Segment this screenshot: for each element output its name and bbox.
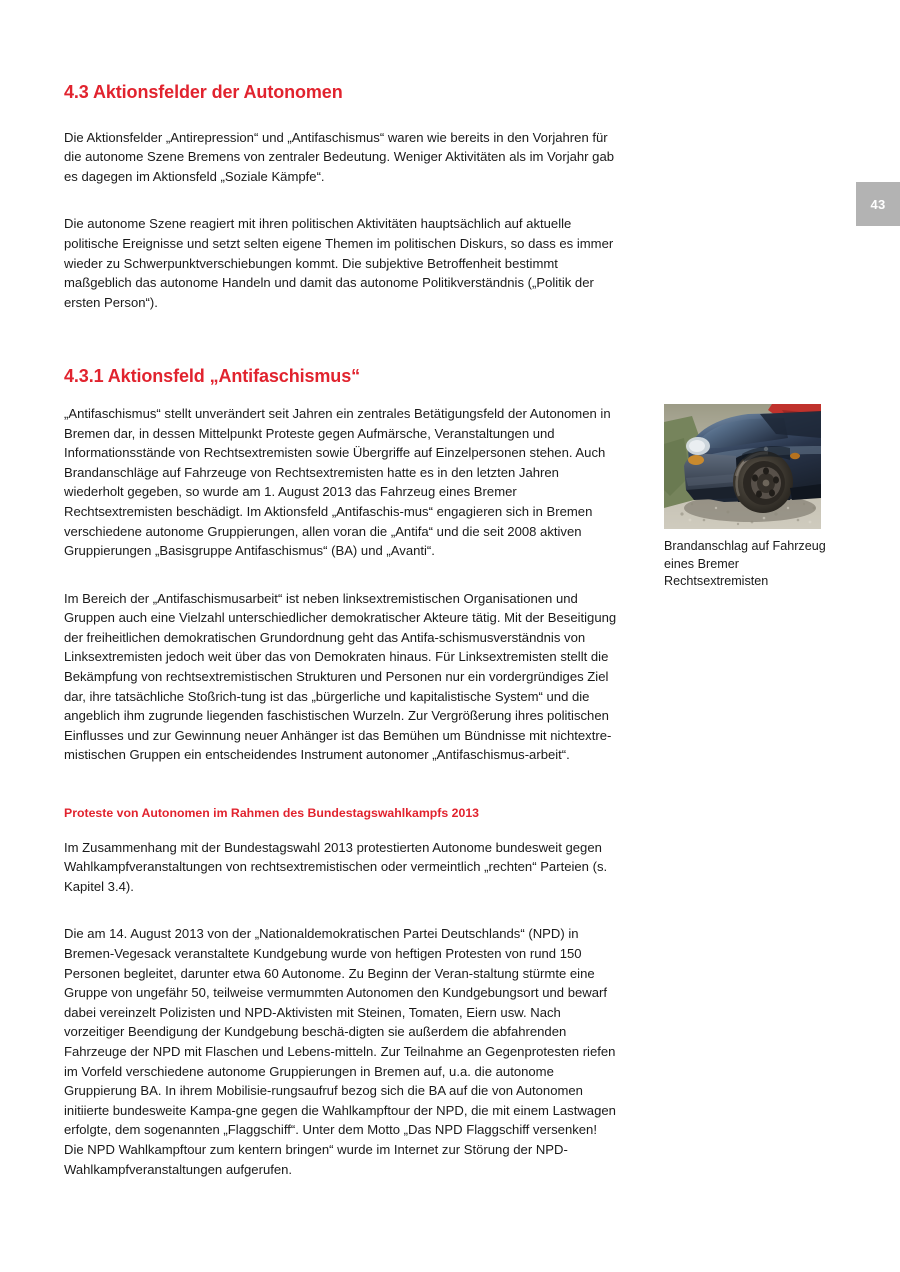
- photo-damaged-car: [664, 404, 821, 529]
- campaign-paragraph-1: Im Zusammenhang mit der Bundestagswahl 2013 protestierten Autonome bundesweit gegen Wahlkampfveranstaltungen von rechtsextremistischen oder vermeintlich „rechten“ Parteien (s. Kapitel 3.4).: [64, 839, 608, 894]
- spacer: [64, 783, 620, 805]
- spacer: [64, 330, 620, 366]
- section-paragraph-1: Die Aktionsfelder „Antirepression“ und „Antifaschismus“ waren wie bereits in den Vorjahren für die autonome Szene Bremens von zentraler Bedeutung. Weniger Aktivitäten als im Vorjahr gab es dagegen im Aktionsfeld „Soziale Kämpfe“.: [64, 129, 615, 184]
- section-paragraph-2: Die autonome Szene reagiert mit ihren politischen Aktivitäten hauptsächlich auf aktuelle politische Ereignisse und setzt selten eigene Themen im politischen Diskurs, so dass es immer wieder zu Schwerpunktverschiebungen kommt. Die subjektive Betroffenheit bestimmt maßgeblich das autonome Handeln und damit das autonome Politikverständnis („Politik der ersten Person“).: [64, 216, 614, 310]
- section-heading-4-3-1: 4.3.1 Aktionsfeld „Antifaschismus“: [64, 366, 361, 387]
- campaign-heading: Proteste von Autonomen im Rahmen des Bundestagswahlkampfs 2013: [64, 806, 480, 821]
- subsection-paragraph-2: Im Bereich der „Antifaschismusarbeit“ ist neben linksextremistischen Organisationen und Gruppen auch eine Vielzahl unterschiedlicher demokratischer Akteure tätig. Mit der Beseitigung der freiheitlichen demokratischen Grundordnung geht das Antifa-schismusverständnis von Linksextremisten jedoch weit über das von Demokraten hinaus. Für Linksextremisten stellt die Bekämpfung von rechtsextremistischen Strukturen und Personen nur ein vordergründiges Ziel dar, ihre tatsächliche Stoßrich-tung ist das „bürgerliche und kapitalistische System“ und die angeblich ihm zugrunde liegenden faschistischen Wurzeln. Zur Vergrößerung ihres politischen Einflusses und zur Gewinnung neuer Anhänger ist das Bemühen um Bündnisse mit nichtextre-mistischen Gruppen ein entscheidendes Instrument autonomer „Antifaschismus-arbeit“.: [64, 590, 617, 763]
- spacer: [64, 914, 620, 924]
- page-number-badge: 43: [856, 182, 900, 226]
- campaign-paragraph-2: Die am 14. August 2013 von der „Nationaldemokratischen Partei Deutschlands“ (NPD) in Bremen-Vegesack veranstaltete Kundgebung wurde von heftigen Protesten von rund 150 Personen begleitet, darunter etwa 60 Autonome. Zu Beginn der Veran-staltung stürmte eine Gruppe von ungefähr 50, teilweise vermummten Autonomen den Kundgebungsort und bewarf dabei vereinzelt Polizisten und NPD-Aktivisten mit Steinen, Tomaten, Eiern usw. Nach vorzeitiger Beendigung der Kundgebung beschä-digten sie außerdem die abfahrenden Fahrzeuge der NPD mit Flaschen und Lebens-mitteln. Zur Teilnahme an Gegenprotesten riefen im Vorfeld verschiedene autonome Gruppierungen in Bremen auf, u.a. die autonome Gruppierung BA. In ihrem Mobilisie-rungsaufruf bezog sich die BA auf die von Autonomen initiierte bundesweite Kampa-gne gegen die Wahlkampftour der NPD, die mit einem Lastwagen erfolgte, dem sogenannten „Flaggschiff“. Unter dem Motto „Das NPD Flaggschiff versenken! Die NPD Wahlkampftour zum kentern bringen“ wurde im Internet zur Störung der NPD-Wahlkampfveranstaltungen aufgerufen.: [64, 926, 616, 1177]
- subsection-paragraph-1: „Antifaschismus“ stellt unverändert seit Jahren ein zentrales Betätigungsfeld der Autonomen in Bremen dar, in dessen Mittelpunkt Proteste gegen Aufmärsche, Veranstaltungen und Informationsstände von Rechtsextremisten sowie Übergriffe auf Einzelpersonen stehen. Auch Brandanschläge auf Fahrzeuge von Rechtsextremisten hatte es in den letzten Jahren wiederholt gegeben, so wurde am 1. August 2013 das Fahrzeug eines Bremer Rechtsextremisten beschädigt. Im Aktionsfeld „Antifaschis-mus“ engagieren sich in Bremen verschiedene autonome Gruppierungen, allen voran die „Antifa“ und die seit 2008 aktiven Gruppierungen „Basisgruppe Antifaschismus“ (BA) und „Avanti“.: [64, 405, 611, 559]
- figure-brandanschlag: [664, 404, 826, 591]
- spacer: [64, 204, 620, 214]
- spacer: [64, 579, 620, 589]
- section-heading-4-3: 4.3 Aktionsfelder der Autonomen: [64, 82, 343, 102]
- figure-caption: Brandanschlag auf Fahrzeug eines Bremer Rechtsextremisten: [664, 539, 826, 588]
- main-text-column: [64, 82, 620, 1179]
